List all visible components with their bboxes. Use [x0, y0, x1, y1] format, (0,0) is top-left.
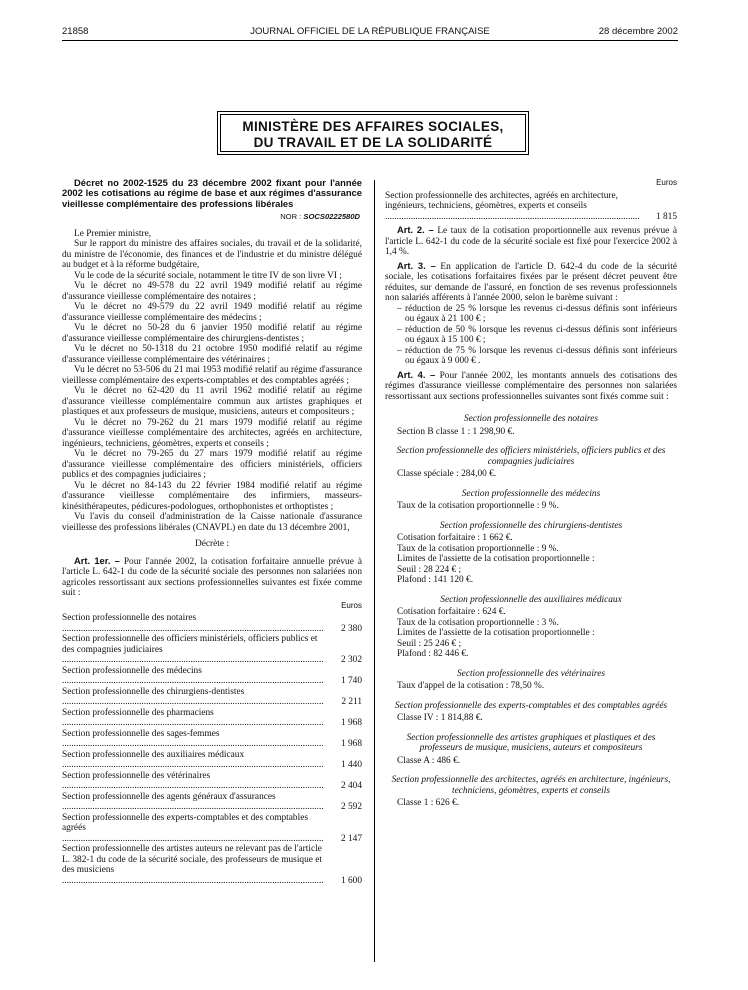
table-row-label: Section professionnelle des architectes, agréés en architecture, ingénieurs, techniciens, géomètres, experts et conseils	[385, 190, 618, 211]
table-row-label: Section professionnelle des notaires	[62, 613, 197, 624]
visa-paragraph: Vu l'avis du conseil d'administration de la Caisse nationale d'assurance vieillesse des professions libérales (CNAVPL) en date du 13 décembre 2001,	[62, 512, 362, 533]
threshold-line: Plafond : 82 446 €.	[397, 649, 469, 659]
article-1	[62, 556, 362, 599]
table-row	[62, 750, 362, 771]
section-line: Taux de la cotisation proportionnelle : 9 %.	[397, 543, 559, 554]
table-row-value: 1 600	[340, 875, 362, 886]
table-row	[62, 771, 362, 792]
section-title: Section professionnelle des artistes graphiques et plastiques et des professeurs de musique, musiciens, auteurs et compositeurs	[406, 732, 656, 753]
table-row	[62, 613, 362, 634]
table-row-label: Section professionnelle des officiers ministériels, officiers publics et des compagnies judiciaires	[62, 634, 318, 655]
table-row-value: 2 380	[340, 623, 362, 634]
column-divider	[374, 180, 375, 962]
table-row-label: Section professionnelle des sages-femmes	[62, 728, 220, 739]
table-row-label: Section professionnelle des pharmaciens	[62, 707, 214, 718]
visa-paragraph: Vu le décret no 53-506 du 21 mai 1953 modifié relatif au régime d'assurance vieillesse complémentaire des experts-comptables et des comptables agréés ;	[62, 365, 362, 386]
table-row-value: 1 440	[340, 760, 362, 771]
nor-code: SOCS0222580D	[303, 212, 360, 222]
visa-paragraph: Vu le décret no 49-578 du 22 avril 1949 modifié relatif au régime d'assurance vieillesse complémentaire des notaires ;	[62, 281, 362, 302]
table-row-value: 2 211	[341, 697, 362, 708]
table-row-label: Section professionnelle des vétérinaires	[62, 770, 211, 781]
visa-paragraph: Sur le rapport du ministre des affaires sociales, du travail et de la solidarité, du ministre de l'économie, des finances et de l'industrie et du ministre délégué au budget et à la réforme budgétaire,	[62, 239, 362, 271]
table-row	[62, 708, 362, 729]
sections-list	[385, 414, 677, 814]
table-row-value: 2 404	[340, 781, 362, 792]
article-3-text: En application de l'article D. 642-4 du code de la sécurité sociale, les cotisations forfaitaires fixées par le présent décret peuvent être réduites, sur demande de l'assuré, en fonction de ses revenus professionnels non salariés afférents à l'année 2000, selon le barème suivant :	[385, 261, 677, 303]
euros-column-heading-right: Euros	[656, 178, 677, 187]
reduction-item: – réduction de 25 % lorsque les revenus ci-dessus définis sont inférieurs ou égaux à 21 100 € ;	[397, 303, 677, 324]
table-row	[62, 666, 362, 687]
table-row	[62, 792, 362, 813]
table-row	[62, 729, 362, 750]
table-row	[62, 844, 362, 886]
nor-reference	[62, 212, 360, 223]
section-title: Section professionnelle des auxiliaires médicaux	[440, 594, 622, 605]
table-row-value: 1 815	[655, 211, 677, 222]
section-line: Cotisation forfaitaire : 624 €.	[397, 607, 506, 617]
table-row-value: 1 968	[340, 739, 362, 750]
visa-paragraph: Vu le décret no 49-579 du 22 avril 1949 modifié relatif au régime d'assurance vieillesse complémentaire des médecins ;	[62, 302, 362, 323]
journal-title: JOURNAL OFFICIEL DE LA RÉPUBLIQUE FRANÇAISE	[250, 26, 490, 37]
ministry-box	[220, 114, 526, 152]
section-title: Section professionnelle des vétérinaires	[457, 668, 605, 679]
table-row-value: 2 147	[340, 833, 362, 844]
article-3-label: Art. 3. –	[397, 260, 436, 271]
article-4	[385, 370, 677, 403]
table-row-architectes	[385, 191, 677, 223]
article-1-label: Art. 1er. –	[74, 555, 120, 566]
section-title: Section professionnelle des architectes, agréés en architecture, ingénieurs, techniciens, géomètres, experts et conseils	[391, 775, 671, 796]
table-row-value: 2 592	[340, 802, 362, 813]
table-row-label: Section professionnelle des experts-comptables et des comptables agréés	[62, 812, 308, 834]
section-line: Taux de la cotisation proportionnelle : 9 %.	[397, 501, 559, 511]
article-4-text: Pour l'année 2002, les montants annuels des cotisations des régimes d'assurance vieillesse complémentaire des personnes non salariées ressortissant aux sections professionnelles suivantes sont fixés comme suit :	[385, 370, 677, 402]
left-column	[62, 178, 362, 886]
visa-paragraph: Vu le décret no 50-28 du 6 janvier 1950 modifié relatif au régime d'assurance vieillesse complémentaire des chirurgiens-dentistes ;	[62, 323, 362, 344]
header-rule	[62, 40, 678, 41]
article-2-text: Le taux de la cotisation proportionnelle aux revenus prévue à l'article L. 642-1 du code de la sécurité sociale est fixé pour l'exercice 2002 à 1,4 %.	[385, 226, 677, 257]
threshold-line: Plafond : 141 120 €.	[397, 575, 474, 585]
visas-list	[62, 229, 362, 534]
flat-rate-table	[62, 613, 362, 886]
running-header	[62, 26, 678, 40]
table-row-label: Section professionnelle des artistes auteurs ne relevant pas de l'article L. 382-1 du code de la sécurité sociale, des professeurs de musique et des musiciens	[62, 844, 322, 876]
right-column	[385, 178, 677, 814]
section-line: Classe IV : 1 814,88 €.	[397, 713, 483, 723]
section-line: Taux de la cotisation proportionnelle : 3 %.	[397, 617, 559, 628]
section-title: Section professionnelle des notaires	[464, 414, 598, 424]
reduction-item: – réduction de 50 % lorsque les revenus ci-dessus définis sont inférieurs ou égaux à 15 100 € ;	[397, 324, 677, 345]
article-4-label: Art. 4. –	[397, 369, 436, 380]
section-line: Classe 1 : 626 €.	[397, 798, 460, 808]
section-line: Classe spéciale : 284,00 €.	[397, 469, 497, 479]
reduction-item: – réduction de 75 % lorsque les revenus ci-dessus définis sont inférieurs ou égaux à 9 000 € .	[397, 345, 677, 366]
euros-column-heading: Euros	[341, 600, 362, 610]
table-row-label: Section professionnelle des médecins	[62, 665, 202, 676]
section-title: Section professionnelle des médecins	[461, 488, 601, 499]
section-line: Cotisation forfaitaire : 1 662 €.	[397, 533, 513, 543]
visa-paragraph: Vu le décret no 79-262 du 21 mars 1979 modifié relatif au régime d'assurance vieillesse complémentaire des architectes, agréés en architecture, ingénieurs, techniciens, géomètres, experts et conseils ;	[62, 417, 362, 449]
section-line: Section B classe 1 : 1 298,90 €.	[397, 426, 515, 437]
reduction-list	[385, 304, 677, 367]
visa-paragraph: Vu le décret no 62-420 du 11 avril 1962 modifié relatif au régime d'assurance vieillesse complémentaire commun aux artistes graphiques et plastiques et aux professeurs de musique, musiciens, auteurs et compositeurs ;	[62, 386, 362, 418]
issue-date: 28 décembre 2002	[598, 26, 678, 37]
section-title: Section professionnelle des chirurgiens-dentistes	[439, 520, 623, 531]
threshold-line: Seuil : 25 246 € ;	[397, 638, 462, 649]
section-line: Classe A : 486 €.	[397, 755, 461, 766]
ministry-line-1: MINISTÈRE DES AFFAIRES SOCIALES,	[242, 119, 504, 134]
table-row-label: Section professionnelle des auxiliaires médicaux	[62, 749, 245, 760]
table-row-value: 1 968	[340, 718, 362, 729]
threshold-line: Seuil : 28 224 € ;	[397, 564, 462, 575]
page-number: 21858	[62, 26, 89, 37]
decrete-heading: Décrète :	[195, 539, 229, 550]
visa-paragraph: Vu le décret no 79-265 du 27 mars 1979 modifié relatif au régime d'assurance vieillesse complémentaire des officiers ministériels, officiers publics et des compagnies judiciaires ;	[62, 449, 362, 481]
table-row	[62, 687, 362, 708]
section-title: Section professionnelle des officiers ministériels, officiers publics et des compagnies judiciaires	[396, 446, 666, 467]
section-line: Limites de l'assiette de la cotisation proportionnelle :	[397, 554, 595, 564]
article-2-label: Art. 2. –	[397, 225, 434, 235]
table-row-value: 1 740	[340, 676, 362, 687]
table-row	[62, 634, 362, 666]
section-line: Taux d'appel de la cotisation : 78,50 %.	[397, 681, 545, 691]
table-row	[62, 813, 362, 845]
visa-paragraph: Le Premier ministre,	[74, 228, 152, 239]
section-title: Section professionnelle des experts-comptables et des comptables agréés	[394, 700, 668, 711]
nor-label: NOR :	[280, 212, 302, 222]
table-row-label: Section professionnelle des agents généraux d'assurances	[62, 791, 276, 802]
table-row-label: Section professionnelle des chirurgiens-dentistes	[62, 686, 245, 697]
decree-title: Décret no 2002-1525 du 23 décembre 2002 fixant pour l'année 2002 les cotisations au régime de base et aux régimes d'assurance vieillesse complémentaire des professions libérales	[62, 177, 362, 209]
article-2	[385, 225, 677, 258]
article-1-text: Pour l'année 2002, la cotisation forfaitaire annuelle prévue à l'article L. 642-1 du code de la sécurité sociale des personnes non salariées non agricoles ressortissant aux sections professionnelles suivantes est fixée comme suit :	[62, 556, 362, 599]
visa-paragraph: Vu le code de la sécurité sociale, notamment le titre IV de son livre VI ;	[74, 270, 342, 281]
section-line: Limites de l'assiette de la cotisation proportionnelle :	[397, 628, 595, 638]
ministry-line-2: DU TRAVAIL ET DE LA SOLIDARITÉ	[253, 135, 493, 150]
visa-paragraph: Vu le décret no 84-143 du 22 février 1984 modifié relatif au régime d'assurance vieillesse complémentaire des infirmiers, masseurs-kinésithérapeutes, pédicures-podologues, orthophonistes et orthoptistes ;	[62, 480, 362, 512]
article-3	[385, 261, 677, 304]
table-row-value: 2 302	[340, 655, 362, 666]
visa-paragraph: Vu le décret no 50-1318 du 21 octobre 1950 modifié relatif au régime d'assurance vieillesse complémentaire des vétérinaires ;	[62, 344, 362, 365]
